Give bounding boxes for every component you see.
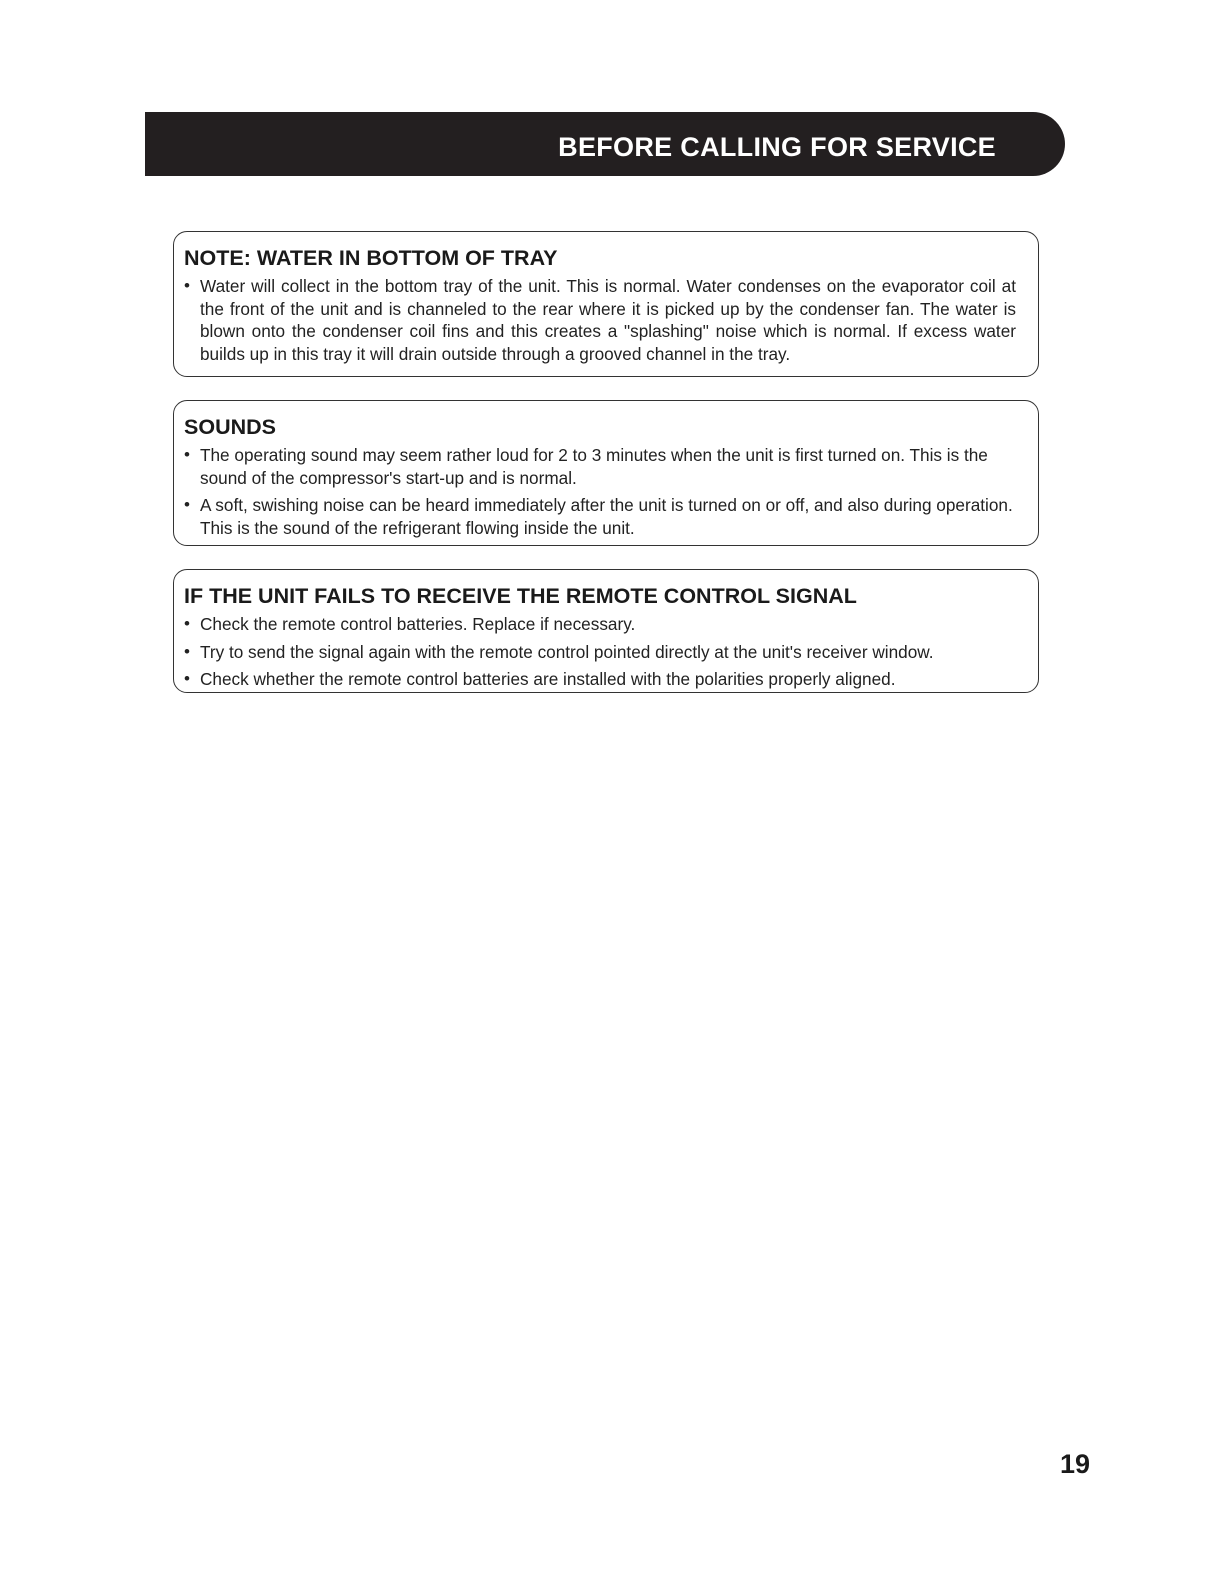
section-header-bar — [145, 112, 1065, 176]
bullet-list — [184, 613, 1016, 691]
list-item-text: The operating sound may seem rather loud for 2 to 3 minutes when the unit is first turned on. This is the sound of the compressor's start-up and is normal. — [200, 445, 988, 488]
bullet-icon: • — [184, 445, 190, 464]
list-item — [184, 668, 1016, 691]
bullet-icon: • — [184, 641, 190, 661]
list-item-text: A soft, swishing noise can be heard immediately after the unit is turned on or off, and also during operation. This is the sound of the refrigerant flowing inside the unit. — [200, 495, 1013, 538]
list-item-text: Check the remote control batteries. Replace if necessary. — [200, 614, 636, 634]
list-item — [184, 641, 1016, 664]
page-number: 19 — [1059, 1449, 1090, 1479]
section-title: NOTE: WATER IN BOTTOM OF TRAY — [184, 246, 558, 270]
section-title: IF THE UNIT FAILS TO RECEIVE THE REMOTE CONTROL SIGNAL — [184, 584, 857, 608]
section-title: SOUNDS — [184, 415, 276, 439]
bullet-list — [184, 444, 1016, 539]
list-item — [184, 444, 1016, 489]
list-item — [184, 613, 1016, 636]
list-item — [184, 275, 1016, 365]
bullet-icon: • — [184, 669, 190, 689]
bullet-icon: • — [184, 276, 190, 295]
list-item-text: Check whether the remote control batteries are installed with the polarities properly aligned. — [200, 669, 896, 690]
bullet-icon: • — [184, 495, 190, 515]
list-item-text: Try to send the signal again with the remote control pointed directly at the unit's receiver window. — [200, 641, 934, 662]
list-item — [184, 494, 1016, 539]
bullet-list — [184, 275, 1016, 365]
sounds-box — [173, 400, 1039, 546]
water-tray-note-box — [173, 231, 1039, 377]
bullet-icon: • — [184, 614, 190, 633]
remote-signal-box — [173, 569, 1039, 693]
list-item-text: Water will collect in the bottom tray of the unit. This is normal. Water condenses on the evaporator coil at the front of the unit and is channeled to the rear where it is picked up by the condenser fan. The water is blown onto the condenser coil fins and this creates a "splashing" noise which is normal. If excess water builds up in this tray it will drain outside through a grooved channel in the tray. — [200, 276, 1016, 364]
page-title: BEFORE CALLING FOR SERVICE — [558, 132, 996, 162]
